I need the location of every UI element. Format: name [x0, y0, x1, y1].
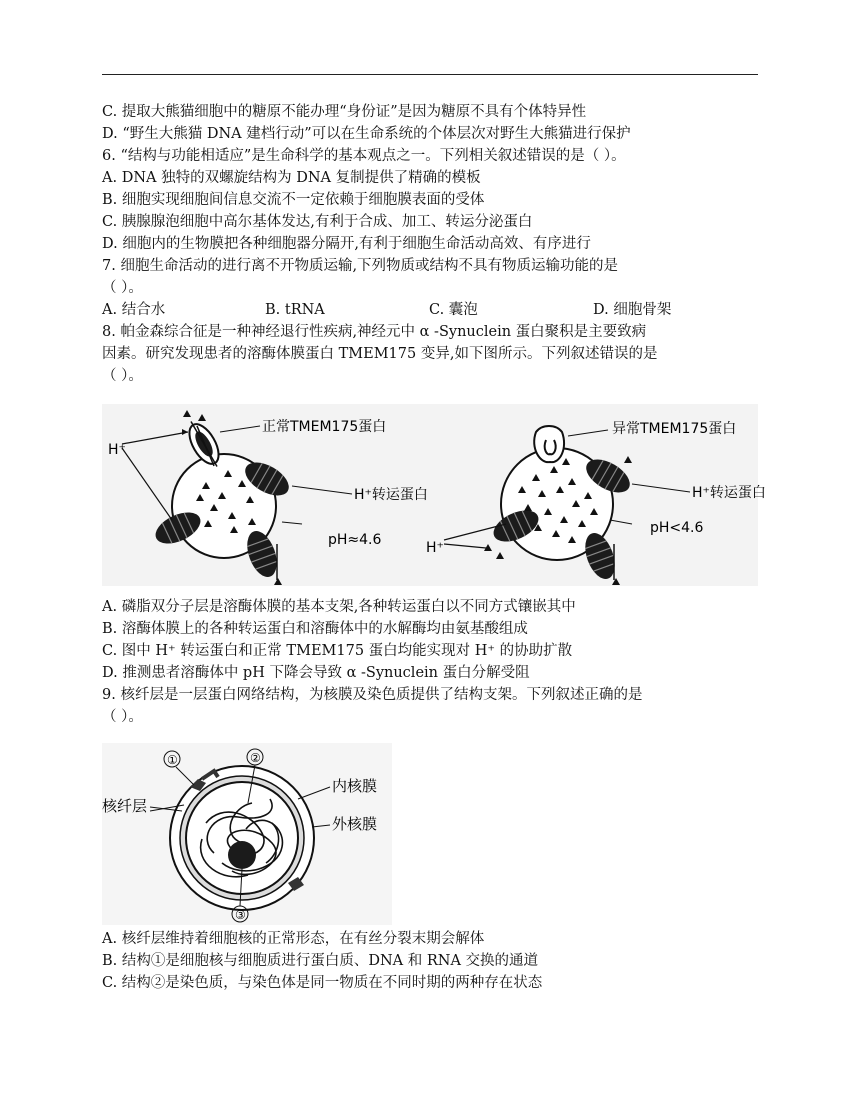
- q9-option-b: B. 结构①是细胞核与细胞质进行蛋白质、DNA 和 RNA 交换的通道: [102, 953, 539, 969]
- label-1: ①: [167, 753, 178, 767]
- header-rule: [102, 74, 758, 75]
- q8-stem-1: 8. 帕金森综合征是一种神经退行性疾病,神经元中 α -Synuclein 蛋白聚积是主要致病: [102, 324, 647, 340]
- abnormal-tmem175-label: 异常TMEM175蛋白: [612, 421, 737, 437]
- q6-option-c: C. 胰腺腺泡细胞中高尔基体发达,有利于合成、加工、转运分泌蛋白: [102, 214, 533, 230]
- label-2: ②: [250, 751, 261, 765]
- ph-abnormal-label: pH<4.6: [650, 520, 704, 536]
- q7-option-a: A. 结合水: [102, 302, 166, 318]
- q7-stem: 7. 细胞生命活动的进行离不开物质运输,下列物质或结构不具有物质运输功能的是: [102, 258, 619, 274]
- outer-membrane-label: 外核膜: [332, 815, 378, 833]
- normal-tmem175-label: 正常TMEM175蛋白: [262, 419, 387, 435]
- q7-option-d: D. 细胞骨架: [593, 302, 672, 318]
- abnormal-tmem175-protein: [534, 426, 564, 462]
- h-transporter-label: H⁺转运蛋白: [692, 485, 766, 501]
- q6-option-a: A. DNA 独特的双螺旋结构为 DNA 复制提供了精确的模板: [102, 170, 481, 186]
- q9-stem-1: 9. 核纤层是一层蛋白网络结构，为核膜及染色质提供了结构支架。下列叙述正确的是: [102, 687, 643, 703]
- h-ion-label: H⁺: [426, 540, 444, 556]
- lysosome-figure: [102, 404, 766, 586]
- nucleus-diagram: [170, 766, 314, 910]
- nuclear-lamina-label: 核纤层: [102, 797, 148, 815]
- q6-option-b: B. 细胞实现细胞间信息交流不一定依赖于细胞膜表面的受体: [102, 192, 485, 208]
- q9-stem-2: （ ）。: [102, 709, 143, 725]
- h-ion-label: H⁺: [108, 442, 126, 458]
- q7-stem-cont: （ ）。: [102, 280, 143, 296]
- label-3: ③: [235, 908, 246, 922]
- h-transporter-label: H⁺转运蛋白: [354, 487, 428, 503]
- q7-options: [102, 300, 758, 320]
- q8-stem-2: 因素。研究发现患者的溶酶体膜蛋白 TMEM175 变异,如下图所示。下列叙述错误的是: [102, 346, 658, 362]
- ph-normal-label: pH≈4.6: [328, 532, 382, 548]
- q8-option-d: D. 推测患者溶酶体中 pH 下降会导致 α -Synuclein 蛋白分解受阻: [102, 665, 530, 681]
- nucleolus: [228, 841, 256, 869]
- q7-option-c: C. 囊泡: [429, 302, 478, 318]
- abnormal-lysosome: [426, 420, 766, 585]
- q8-option-a: A. 磷脂双分子层是溶酶体膜的基本支架,各种转运蛋白以不同方式镶嵌其中: [102, 599, 576, 615]
- q6-option-d: D. 细胞内的生物膜把各种细胞器分隔开,有利于细胞生命活动高效、有序进行: [102, 236, 591, 252]
- q5-option-c: C. 提取大熊猫细胞中的糖原不能办理“身份证”是因为糖原不具有个体特异性: [102, 104, 587, 120]
- q6-stem: 6. “结构与功能相适应”是生命科学的基本观点之一。下列相关叙述错误的是（ ）。: [102, 148, 626, 164]
- q9-option-a: A. 核纤层维持着细胞核的正常形态，在有丝分裂末期会解体: [102, 931, 485, 947]
- nucleus-figure: [102, 743, 392, 925]
- q8-stem-3: （ ）。: [102, 368, 143, 384]
- normal-lysosome: [108, 410, 428, 585]
- q5-option-d: D. “野生大熊猫 DNA 建档行动”可以在生命系统的个体层次对野生大熊猫进行保护: [102, 126, 631, 142]
- q9-option-c: C. 结构②是染色质，与染色体是同一物质在不同时期的两种存在状态: [102, 975, 543, 991]
- q8-option-b: B. 溶酶体膜上的各种转运蛋白和溶酶体中的水解酶均由氨基酸组成: [102, 621, 528, 637]
- q8-option-c: C. 图中 H⁺ 转运蛋白和正常 TMEM175 蛋白均能实现对 H⁺ 的协助扩散: [102, 643, 573, 659]
- inner-membrane-label: 内核膜: [332, 777, 378, 795]
- q7-option-b: B. tRNA: [265, 302, 325, 318]
